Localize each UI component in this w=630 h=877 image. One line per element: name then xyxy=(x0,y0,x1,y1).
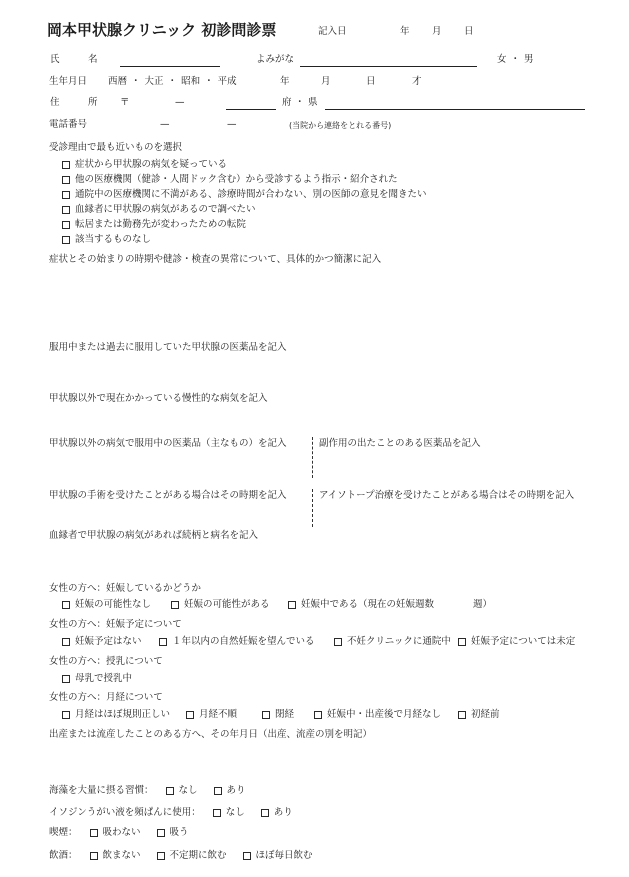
pregnancy-weeks-suffix: 週） xyxy=(473,599,493,610)
symptoms-prompt: 症状とその始まりの時期や健診・検査の異常について、具体的かつ簡潔に記入 xyxy=(49,254,382,265)
gender-option-male[interactable]: 男 xyxy=(524,54,534,65)
checkbox[interactable] xyxy=(157,829,165,837)
isodine-habit-row xyxy=(49,807,293,819)
smoking-option-yes[interactable] xyxy=(157,827,189,839)
furigana-field[interactable] xyxy=(300,54,477,67)
entry-date-month-unit: 月 xyxy=(432,26,442,37)
smoking-option-no[interactable] xyxy=(90,827,141,839)
era-option-showa[interactable]: 昭和 xyxy=(181,76,201,87)
isodine-habit-label: イソジンうがい液を頻ぱんに使用： xyxy=(49,807,201,818)
prefecture-choice xyxy=(282,97,318,109)
menstruation-heading: 女性の方へ：月経について xyxy=(49,692,163,703)
name-label-first-char: 氏 xyxy=(50,54,60,65)
form-title: 岡本甲状腺クリニック 初診問診票 xyxy=(47,21,277,39)
checkbox[interactable] xyxy=(62,206,70,214)
checkbox[interactable] xyxy=(62,221,70,229)
plan-option-within-year[interactable] xyxy=(159,636,315,648)
column-divider xyxy=(312,437,313,478)
drinking-option-never[interactable] xyxy=(90,850,141,862)
furigana-label: よみがな xyxy=(256,54,295,65)
checkbox[interactable] xyxy=(62,675,70,683)
checkbox[interactable] xyxy=(261,809,269,817)
menstruation-option-regular[interactable] xyxy=(62,709,170,721)
plan-option-none[interactable] xyxy=(62,636,142,648)
menstruation-option-irregular[interactable] xyxy=(186,709,237,721)
option-label: 不妊クリニックに通院中 xyxy=(347,636,451,647)
thyroid-surgery-answer-area[interactable] xyxy=(49,504,305,526)
checkbox[interactable] xyxy=(186,711,194,719)
birth-date-label: 生年月日 xyxy=(49,76,88,87)
checkbox[interactable] xyxy=(166,787,174,795)
checkbox[interactable] xyxy=(62,161,70,169)
name-label-second-char: 名 xyxy=(88,54,98,65)
breastfeeding-heading: 女性の方へ：授乳について xyxy=(49,656,163,667)
option-label: 血縁者に甲状腺の病気があるので調べたい xyxy=(75,204,256,215)
column-divider xyxy=(312,489,313,527)
seaweed-option-yes[interactable] xyxy=(214,785,246,797)
smoking-label: 喫煙： xyxy=(49,827,78,838)
thyroid-meds-answer-area[interactable] xyxy=(49,356,585,390)
family-history-prompt: 血縁者で甲状腺の病気があれば続柄と病名を記入 xyxy=(49,530,259,541)
checkbox[interactable] xyxy=(90,852,98,860)
option-label: 母乳で授乳中 xyxy=(75,673,133,684)
menstruation-option-none-pregnancy[interactable] xyxy=(314,709,441,721)
birth-month-unit: 月 xyxy=(321,76,331,87)
reason-option-relocation[interactable] xyxy=(62,219,246,231)
option-label: 症状から甲状腺の病気を疑っている xyxy=(75,159,228,170)
prefecture-separator: ・ xyxy=(295,97,305,108)
checkbox[interactable] xyxy=(288,601,296,609)
option-label: 妊娠予定はない xyxy=(75,636,142,647)
prefecture-option-ken[interactable]: 県 xyxy=(308,97,318,108)
seaweed-habit-label: 海藻を大量に摂る習慣： xyxy=(49,785,154,796)
menstruation-option-menopause[interactable] xyxy=(262,709,294,721)
checkbox[interactable] xyxy=(214,787,222,795)
era-option-taisho[interactable]: 大正 xyxy=(144,76,164,87)
birth-day-unit: 日 xyxy=(366,76,376,87)
gender-choice xyxy=(497,54,534,66)
option-label: 月経はほぼ規則正しい xyxy=(75,709,171,720)
checkbox[interactable] xyxy=(62,601,70,609)
option-label: 妊娠の可能性がある xyxy=(184,599,270,610)
isodine-option-yes[interactable] xyxy=(261,807,293,819)
breastfeeding-option[interactable] xyxy=(62,673,132,685)
name-field[interactable] xyxy=(120,54,220,67)
drinking-option-daily[interactable] xyxy=(243,850,313,862)
drinking-option-occasional[interactable] xyxy=(157,850,227,862)
pregnancy-option-possible[interactable] xyxy=(171,599,270,611)
city-field[interactable] xyxy=(226,97,276,110)
address-field[interactable] xyxy=(325,97,585,110)
smoking-row xyxy=(49,827,189,839)
entry-date-year-unit: 年 xyxy=(400,26,410,37)
thyroid-meds-prompt: 服用中または過去に服用していた甲状腺の医薬品を記入 xyxy=(49,342,287,353)
childbirth-answer-area[interactable] xyxy=(49,743,585,779)
option-label: 該当するものなし xyxy=(75,234,152,245)
pregnancy-option-not-possible[interactable] xyxy=(62,599,151,611)
option-label: あり xyxy=(226,785,246,796)
option-label: 転居または勤務先が変わったための転院 xyxy=(75,219,246,230)
option-label: 通院中の医療機関に不満がある、診療時間が合わない、別の医師の意見を聞きたい xyxy=(75,189,427,200)
checkbox[interactable] xyxy=(62,176,70,184)
checkbox[interactable] xyxy=(171,601,179,609)
option-label: なし xyxy=(225,807,245,818)
option-label: 吸う xyxy=(169,827,189,838)
era-option-seireki[interactable]: 西暦 xyxy=(108,76,128,87)
phone-dash-1: — xyxy=(160,119,170,130)
checkbox[interactable] xyxy=(458,638,466,646)
isotope-therapy-prompt: アイソトープ治療を受けたことがある場合はその時期を記入 xyxy=(319,490,575,501)
reason-option-none[interactable] xyxy=(62,234,151,246)
option-label: 初経前 xyxy=(471,709,500,720)
checkbox[interactable] xyxy=(62,711,70,719)
other-meds-prompt: 甲状腺以外の病気で服用中の医薬品（主なもの）を記入 xyxy=(49,438,287,449)
era-separator: ・ xyxy=(167,76,178,87)
checkbox[interactable] xyxy=(262,711,270,719)
checkbox[interactable] xyxy=(458,711,466,719)
reason-option-symptoms[interactable] xyxy=(62,159,227,171)
thyroid-surgery-prompt: 甲状腺の手術を受けたことがある場合はその時期を記入 xyxy=(49,490,287,501)
checkbox[interactable] xyxy=(62,236,70,244)
postal-mark: 〒 xyxy=(120,97,130,108)
isotope-therapy-answer-area[interactable] xyxy=(319,504,585,526)
pregnancy-heading: 女性の方へ：妊娠しているかどうか xyxy=(49,583,202,594)
checkbox[interactable] xyxy=(243,852,251,860)
prefecture-option-fu[interactable]: 府 xyxy=(282,97,292,108)
isodine-option-no[interactable] xyxy=(213,807,245,819)
reason-option-family-history[interactable] xyxy=(62,204,256,216)
reason-option-referral[interactable] xyxy=(62,174,398,186)
entry-date-day-unit: 日 xyxy=(464,26,474,37)
reason-heading: 受診理由で最も近いものを選択 xyxy=(49,142,183,153)
birth-year-unit: 年 xyxy=(280,76,290,87)
option-label: 吸わない xyxy=(102,827,141,838)
option-label: 月経不順 xyxy=(199,709,238,720)
address-label-second-char: 所 xyxy=(88,97,98,108)
drinking-row xyxy=(49,850,313,862)
side-effect-meds-prompt: 副作用の出たことのある医薬品を記入 xyxy=(319,438,481,449)
option-label: 妊娠中・出産後で月経なし xyxy=(327,709,442,720)
option-label: 妊娠中である（現在の妊娠週数 xyxy=(301,599,435,610)
gender-option-female[interactable]: 女 xyxy=(497,54,507,65)
option-label: なし xyxy=(178,785,198,796)
option-label: ほぼ毎日飲む xyxy=(255,850,313,861)
other-meds-answer-area[interactable] xyxy=(49,452,305,486)
era-separator: ・ xyxy=(204,76,214,87)
childbirth-prompt: 出産または流産したことのある方へ、その年月日（出産、流産の別を明記） xyxy=(49,729,373,740)
option-label: 妊娠予定については未定 xyxy=(471,636,576,647)
age-unit: 才 xyxy=(412,76,422,87)
option-label: 飲まない xyxy=(102,850,141,861)
gender-separator: ・ xyxy=(510,54,521,65)
drinking-label: 飲酒： xyxy=(49,850,78,861)
phone-note: (当院から連絡をとれる番号) xyxy=(289,121,392,130)
era-choice xyxy=(108,76,237,88)
seaweed-habit-row xyxy=(49,785,246,797)
symptoms-answer-area[interactable] xyxy=(49,268,585,338)
option-label: 不定期に飲む xyxy=(169,850,227,861)
checkbox[interactable] xyxy=(314,711,322,719)
seaweed-option-no[interactable] xyxy=(166,785,198,797)
era-separator: ・ xyxy=(131,76,141,87)
checkbox[interactable] xyxy=(334,638,342,646)
option-label: 他の医療機関（健診・人間ドック含む）から受診するよう指示・紹介された xyxy=(75,174,398,185)
option-label: 閉経 xyxy=(275,709,295,720)
reason-option-second-opinion[interactable] xyxy=(62,189,427,201)
chronic-illness-answer-area[interactable] xyxy=(49,407,585,435)
phone-dash-2: — xyxy=(227,119,237,130)
plan-option-fertility-clinic[interactable] xyxy=(334,636,451,648)
checkbox[interactable] xyxy=(62,638,70,646)
pregnancy-plan-heading: 女性の方へ：妊娠予定について xyxy=(49,619,182,630)
chronic-illness-prompt: 甲状腺以外で現在かかっている慢性的な病気を記入 xyxy=(49,393,268,404)
option-label: あり xyxy=(273,807,293,818)
address-label-first-char: 住 xyxy=(50,97,60,108)
checkbox[interactable] xyxy=(213,809,221,817)
postal-code-dash: — xyxy=(175,97,185,108)
option-label: １年以内の自然妊娠を望んでいる xyxy=(172,636,315,647)
option-label: 妊娠の可能性なし xyxy=(75,599,152,610)
checkbox[interactable] xyxy=(157,852,165,860)
checkbox[interactable] xyxy=(159,638,167,646)
phone-label: 電話番号 xyxy=(49,119,88,130)
checkbox[interactable] xyxy=(62,191,70,199)
side-effect-meds-answer-area[interactable] xyxy=(319,452,585,486)
era-option-heisei[interactable]: 平成 xyxy=(217,76,237,87)
menstruation-option-premenarche[interactable] xyxy=(458,709,500,721)
plan-option-undecided[interactable] xyxy=(458,636,575,648)
pregnancy-option-pregnant[interactable] xyxy=(288,599,434,611)
entry-date-label: 記入日 xyxy=(318,26,347,37)
checkbox[interactable] xyxy=(90,829,98,837)
family-history-answer-area[interactable] xyxy=(49,544,585,580)
